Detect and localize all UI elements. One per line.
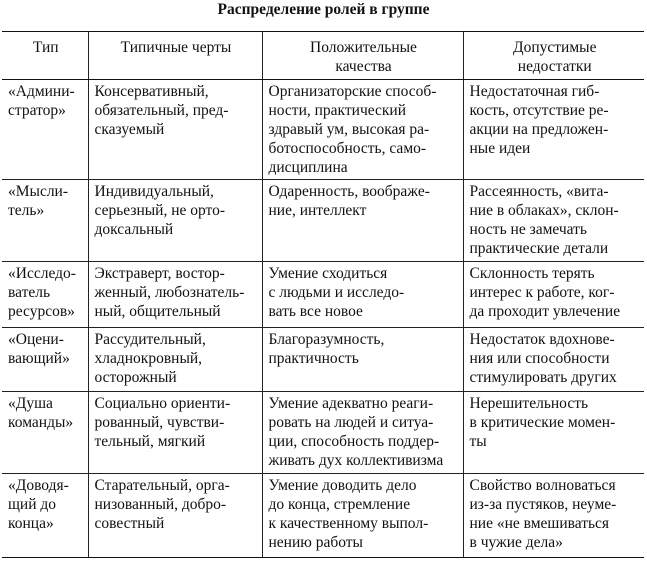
header-type: Тип bbox=[2, 32, 88, 80]
table-row bbox=[2, 80, 644, 180]
cell-flaws: Нерешительность в критические момен- ты bbox=[463, 392, 644, 474]
table-row bbox=[2, 180, 644, 262]
cell-flaws: Свойство волноваться из-за пустяков, неуме- ние «не вмешиваться в чужие дела» bbox=[463, 474, 644, 558]
table-row bbox=[2, 262, 644, 328]
header-traits: Типичные черты bbox=[88, 32, 262, 80]
cell-flaws: Рассеянность, «вита- ние в облаках», склон- ность не замечать практические детали bbox=[463, 180, 644, 262]
header-positive: Положительные качества bbox=[262, 32, 463, 80]
cell-positive: Организаторские способ- ности, практический здравый ум, высокая ра- ботоспособность, само- дисциплина bbox=[262, 80, 463, 180]
table-row bbox=[2, 474, 644, 558]
cell-type: «Мысли- тель» bbox=[2, 180, 88, 262]
table-title: Распределение ролей в группе bbox=[217, 1, 430, 18]
cell-type: «Исследо- ватель ресурсов» bbox=[2, 262, 88, 328]
cell-traits: Социально ориенти- рованный, чувстви- тельный, мягкий bbox=[88, 392, 262, 474]
cell-traits: Консервативный, обязательный, пред- сказуемый bbox=[88, 80, 262, 180]
cell-traits: Старательный, орга- низованный, добро- совестный bbox=[88, 474, 262, 558]
cell-type: «Админи- стратор» bbox=[2, 80, 88, 180]
cell-flaws: Недостаток вдохнове- ния или способности стимулировать других bbox=[463, 328, 644, 392]
cell-positive: Благоразумность, практичность bbox=[262, 328, 463, 392]
table-row bbox=[2, 392, 644, 474]
cell-type: «Доводя- щий до конца» bbox=[2, 474, 88, 558]
cell-flaws: Недостаточная гиб- кость, отсутствие ре- акции на предложен- ные идеи bbox=[463, 80, 644, 180]
header-flaws: Допустимые недостатки bbox=[463, 32, 644, 80]
cell-positive: Умение доводить дело до конца, стремление к качественному выпол- нению работы bbox=[262, 474, 463, 558]
header-row bbox=[2, 32, 644, 80]
cell-positive: Умение сходиться с людьми и исследо- вать все новое bbox=[262, 262, 463, 328]
cell-positive: Одаренность, воображе- ние, интеллект bbox=[262, 180, 463, 262]
cell-traits: Индивидуальный, серьезный, не орто- доксальный bbox=[88, 180, 262, 262]
cell-positive: Умение адекватно реаги- ровать на людей и ситуа- ции, способность поддер- живать дух коллективизма bbox=[262, 392, 463, 474]
cell-flaws: Склонность терять интерес к работе, ког- да проходит увлечение bbox=[463, 262, 644, 328]
roles-table bbox=[2, 31, 644, 558]
cell-traits: Экстраверт, востор- женный, любознатель- ный, общительный bbox=[88, 262, 262, 328]
cell-type: «Оцени- вающий» bbox=[2, 328, 88, 392]
cell-type: «Душа команды» bbox=[2, 392, 88, 474]
cell-traits: Рассудительный, хладнокровный, осторожный bbox=[88, 328, 262, 392]
table-row bbox=[2, 328, 644, 392]
